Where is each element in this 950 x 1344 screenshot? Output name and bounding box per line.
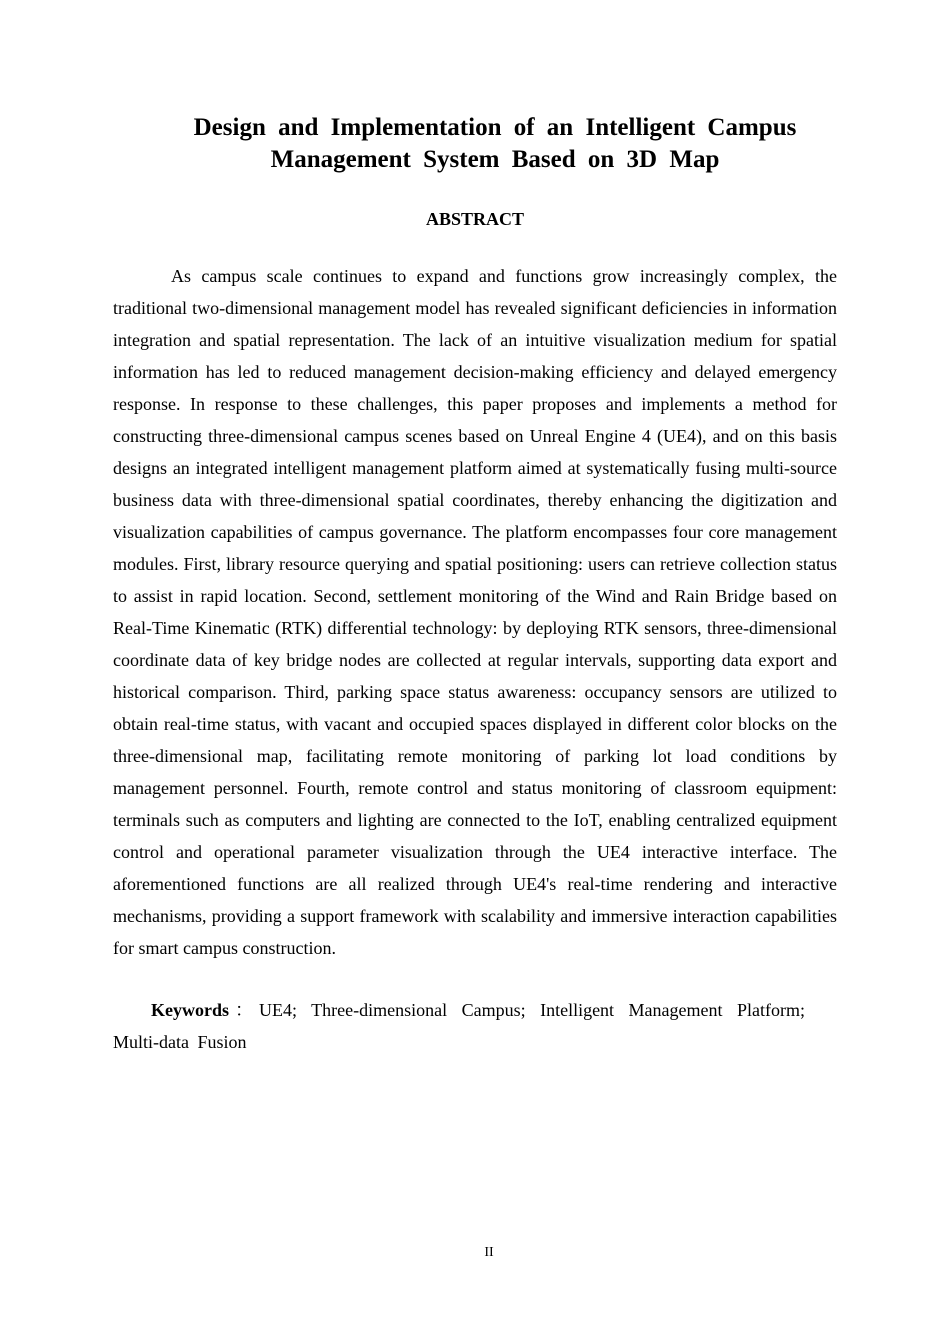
title-line-2: Management System Based on 3D Map	[270, 146, 720, 173]
abstract-heading: ABSTRACT	[425, 209, 525, 229]
keywords-value: UE4; Three-dimensional Campus; Intelligent Management Platform; Multi-data Fusion	[113, 1000, 805, 1052]
keywords-paragraph	[113, 994, 805, 1058]
keywords-separator: ：	[229, 1000, 259, 1020]
page-number: II	[484, 1245, 494, 1260]
keywords-label: Keywords	[151, 1000, 229, 1020]
page-title	[150, 112, 840, 176]
title-line-1: Design and Implementation of an Intelligent Campus	[193, 114, 797, 141]
abstract-body: As campus scale continues to expand and functions grow increasingly complex, the traditional two-dimensional management model has revealed significant deficiencies in information integration and spatial representation. The lack of an intuitive visualization medium for spatial information has led to reduced management decision-making efficiency and delayed emergency response. In response to these challenges, this paper proposes and implements a method for constructing three-dimensional campus scenes based on Unreal Engine 4 (UE4), and on this basis designs an integrated intelligent management platform aimed at systematically fusing multi-source business data with three-dimensional spatial coordinates, thereby enhancing the digitization and visualization capabilities of campus governance. The platform encompasses four core management modules. First, library resource querying and spatial positioning: users can retrieve collection status to assist in rapid location. Second, settlement monitoring of the Wind and Rain Bridge based on Real-Time Kinematic (RTK) differential technology: by deploying RTK sensors, three-dimensional coordinate data of key bridge nodes are collected at regular intervals, supporting data export and historical comparison. Third, parking space status awareness: occupancy sensors are utilized to obtain real-time status, with vacant and occupied spaces displayed in different color blocks on the three-dimensional map, facilitating remote monitoring of parking lot load conditions by management personnel. Fourth, remote control and status monitoring of classroom equipment: terminals such as computers and lighting are connected to the IoT, enabling centralized equipment control and operational parameter visualization through the UE4 interactive interface. The aforementioned functions are all realized through UE4's real-time rendering and interactive mechanisms, providing a support framework with scalability and immersive interaction capabilities for smart campus construction.	[113, 266, 837, 958]
